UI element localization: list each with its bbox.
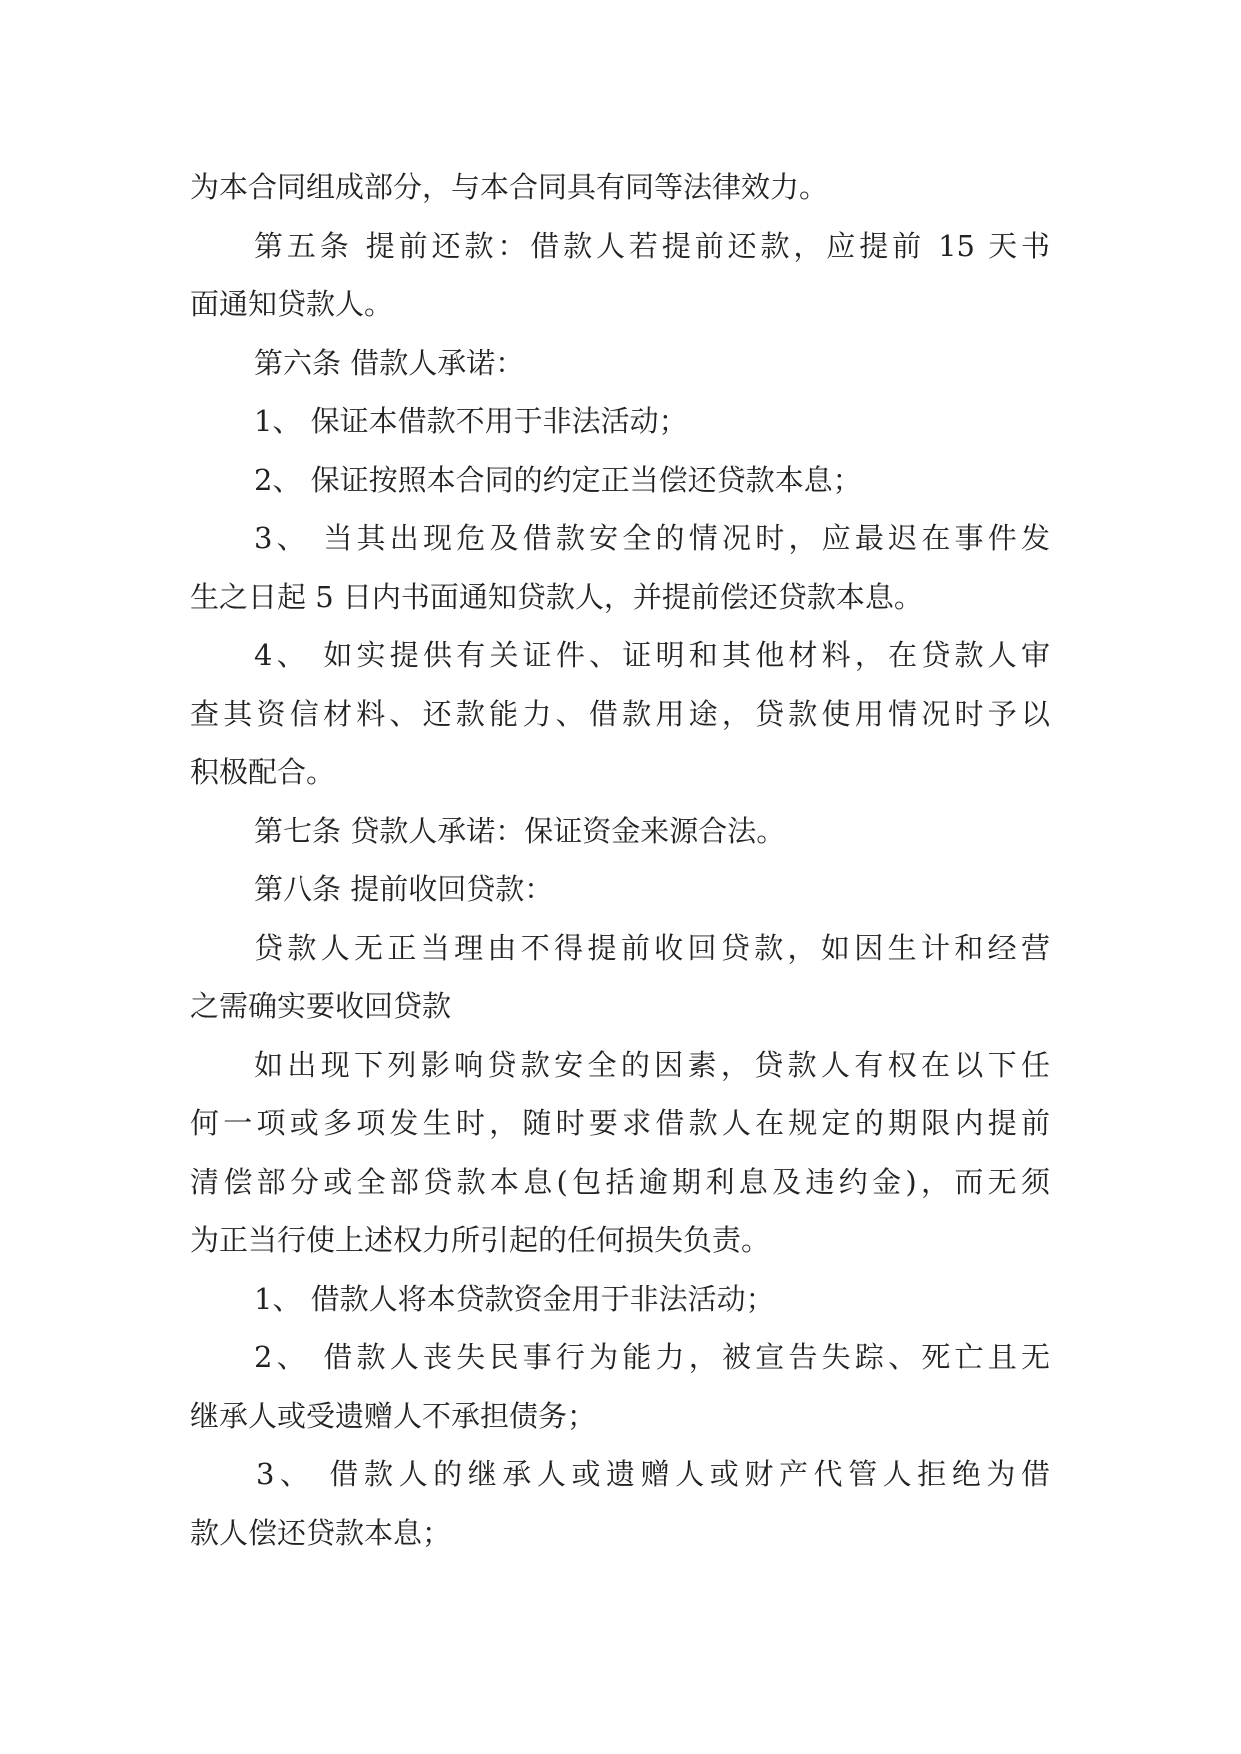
text-line: 继承人或受遗赠人不承担债务； [190,1398,597,1433]
text-line: 何一项或多项发生时，随时要求借款人在规定的期限内提前 [190,1106,1050,1140]
text-line: 之需确实要收回贷款 [190,989,452,1023]
text-line: 1、 借款人将本贷款资金用于非法活动； [254,1281,775,1316]
text-line: 第六条 借款人承诺： [254,345,525,380]
text-line: 清偿部分或全部贷款本息(包括逾期利息及违约金)，而无须 [190,1164,1050,1199]
text-line: 面通知贷款人。 [190,287,394,321]
text-line: 第七条 贷款人承诺：保证资金来源合法。 [254,813,786,848]
document-body [190,158,1050,1562]
text-line: 贷款人无正当理由不得提前收回贷款，如因生计和经营 [254,930,1050,965]
text-line: 第五条 提前还款：借款人若提前还款，应提前 15 天书 [254,228,1050,263]
text-line: 4、 如实提供有关证件、证明和其他材料，在贷款人审 [254,638,1050,672]
text-line: 为正当行使上述权力所引起的任何损失负责。 [190,1223,771,1257]
text-line: 3、 借款人的继承人或遗赠人或财产代管人拒绝为借 [256,1457,1050,1491]
text-line: 查其资信材料、还款能力、借款用途，贷款使用情况时予以 [190,696,1050,731]
text-line: 为本合同组成部分，与本合同具有同等法律效力。 [190,170,829,204]
text-line: 款人偿还贷款本息； [190,1515,452,1550]
text-line: 如出现下列影响贷款安全的因素，贷款人有权在以下任 [254,1047,1050,1082]
text-line: 1、 保证本借款不用于非法活动； [254,404,688,438]
text-line: 2、 借款人丧失民事行为能力，被宣告失踪、死亡且无 [254,1340,1050,1374]
text-line: 2、 保证按照本合同的约定正当偿还贷款本息； [254,462,862,497]
text-line: 生之日起 5 日内书面通知贷款人，并提前偿还贷款本息。 [190,579,923,614]
text-line: 积极配合。 [190,755,336,789]
text-line: 第八条 提前收回贷款： [254,872,554,906]
text-line: 3、 当其出现危及借款安全的情况时，应最迟在事件发 [254,521,1050,555]
